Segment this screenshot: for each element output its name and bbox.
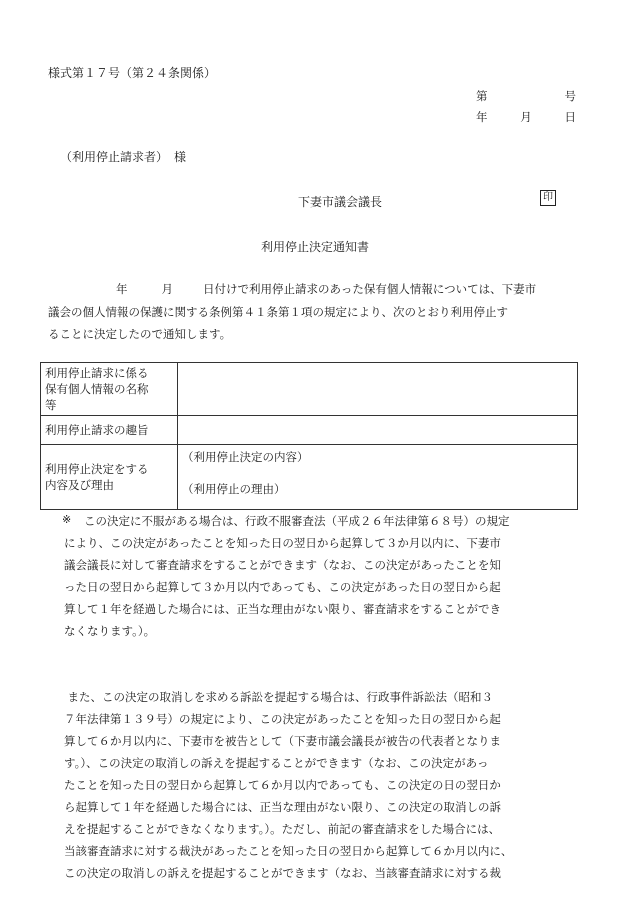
label-line: 内容及び理由 [45,478,114,492]
table-row [41,416,578,445]
form-number: 様式第１７号（第２４条関係） [48,66,217,80]
note-line: す。）、この決定の取消しの訴えを提起することができます（なお、この決定があっ [64,756,489,770]
note-line: ７年法律第１３９号）の規定により、この決定があったことを知った日の翌日から起 [64,712,501,726]
decision-content-placeholder: （利用停止決定の内容） [182,450,309,464]
note-line: えを提起することができなくなります。）。ただし、前記の審査請求をした場合には、 [64,822,501,836]
note-line: この決定の取消しの訴えを提起することができます（なお、当該審査請求に対する裁 [64,866,501,880]
date-year: 年 [476,110,488,124]
number-prefix: 第 [476,89,488,103]
label-line: 保有個人情報の名称 [45,382,149,396]
intro-line-1 [48,278,588,301]
document-date [476,109,576,125]
note-mark: ※ [62,513,72,526]
decision-reason-placeholder: （利用停止の理由） [182,482,286,496]
decision-details-value [178,445,578,510]
addressee [60,148,186,165]
date-month: 月 [520,110,532,124]
label-line: 利用停止決定をする [45,462,149,476]
note-line: 議会議長に対して審査請求をすることができます（なお、この決定があったことを知 [64,558,501,572]
intro-month: 月 [161,282,173,296]
decision-table [40,362,578,510]
document-title: 利用停止決定通知書 [260,240,369,254]
intro-paragraph [48,278,588,346]
personal-info-name-value [178,363,578,416]
intro-year: 年 [116,282,128,296]
intro-line-2: 議会の個人情報の保護に関する条例第４１条第１項の規定により、次のとおり利用停止す [48,304,508,319]
decision-details-label [41,445,178,510]
personal-info-name-label [41,363,178,416]
request-purpose-label: 利用停止請求の趣旨 [41,416,178,445]
note-line: 当該審査請求に対する裁決があったことを知った日の翌日から起算して６か月以内に、 [64,844,513,858]
addressee-honorific: 様 [174,150,187,164]
table-row [41,363,578,416]
note-line: った日の翌日から起算して３か月以内であっても、この決定があった日の翌日から起 [64,580,501,594]
label-line: 利用停止請求に係る [45,366,149,380]
table-row [41,445,578,510]
label-line: 等 [45,398,57,412]
addressee-label: （利用停止請求者） [60,150,163,164]
note-line: 算して１年を経過した場合には、正当な理由がない限り、審査請求をすることができ [64,602,501,616]
note-appeal-paragraph [64,510,594,642]
intro-line-3: ることに決定したので通知します。 [48,327,232,341]
date-day: 日 [564,110,576,124]
sender-name: 下妻市議会議長 [298,195,383,209]
note-line: ら起算して１年を経過した場合には、正当な理由がない限り、この決定の取消しの訴 [64,800,501,814]
note-line: また、この決定の取消しを求める訴訟を提起する場合は、行政事件訴訟法（昭和３ [56,690,493,704]
request-purpose-value [178,416,578,445]
document-number [476,88,576,104]
note-line: なくなります。）。 [64,624,156,638]
intro-line-1-rest: 日付けで利用停止請求のあった保有個人情報については、下妻市 [203,282,537,296]
note-line: 算して６か月以内に、下妻市を被告として（下妻市議会議長が被告の代表者となりま [64,734,501,748]
note-lawsuit-paragraph [56,686,586,884]
note-line: により、この決定があったことを知った日の翌日から起算して３か月以内に、下妻市 [64,536,501,550]
note-line: たことを知った日の翌日から起算して６か月以内であっても、この決定の日の翌日か [64,778,501,792]
note-line: この決定に不服がある場合は、行政不服審査法（平成２６年法律第６８号）の規定 [84,514,510,528]
number-suffix: 号 [564,89,576,103]
seal-mark: 印 [540,190,556,206]
